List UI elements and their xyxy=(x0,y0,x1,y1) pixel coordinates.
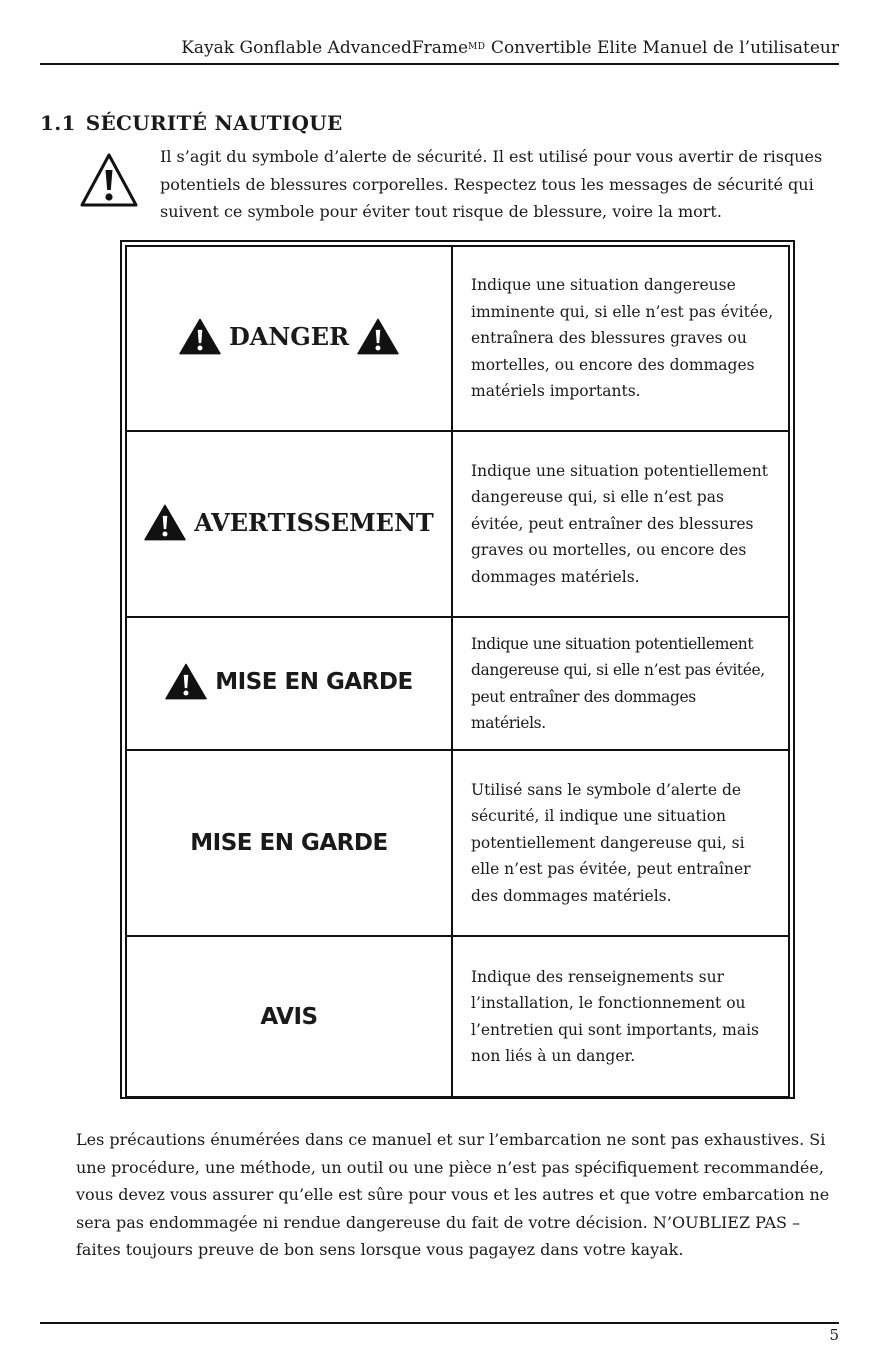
precautions-paragraph: Les précautions énumérées dans ce manuel et sur l’embarcation ne sont pas exhaustives. Si une procédure, une méthode, un outil ou une pièce n’est pas spécifiquement recommandée, vous devez vous assurer qu’elle est sûre pour vous et les autres et que votre embarcation ne sera pas endommagée ni rendue dangereuse du fait de votre décision. N’OUBLIEZ PAS – faites toujours preuve de bon sens lorsque vous pagayez dans votre kayak. xyxy=(76,1130,830,1259)
section-title: SÉCURITÉ NAUTIQUE xyxy=(85,111,343,135)
warning-triangle-icon xyxy=(165,663,207,700)
warning-triangle-icon xyxy=(179,318,221,355)
signal-word-label: MISE EN GARDE xyxy=(190,830,388,856)
signal-row-avertissement xyxy=(126,431,789,617)
safety-alert-triangle-outline-icon xyxy=(79,152,139,208)
signal-label-cell xyxy=(126,246,452,431)
section-heading xyxy=(40,111,343,135)
signal-description-cell: Indique une situation potentiellement dangereuse qui, si elle n’est pas évitée, peut entraîner des blessures graves ou mortelles, ou encore des dommages matériels. xyxy=(452,431,789,617)
section-number: 1.1 xyxy=(40,111,76,135)
signal-description-cell: Indique une situation dangereuse imminente qui, si elle n’est pas évitée, entraînera des blessures graves ou mortelles, ou encore des dommages matériels importants. xyxy=(452,246,789,431)
signal-word-label: MISE EN GARDE xyxy=(215,668,413,695)
signal-row-danger xyxy=(126,246,789,431)
footer-rule xyxy=(40,1322,839,1324)
header-title-prefix: Kayak Gonflable AdvancedFrame xyxy=(181,38,469,58)
header-trademark-superscript: MD xyxy=(468,42,486,52)
signal-row-avis xyxy=(126,936,789,1097)
safety-intro-paragraph: Il s’agit du symbole d’alerte de sécurité. Il est utilisé pour vous avertir de risques potentiels de blessures corporelles. Respectez tous les messages de sécurité qui suivent ce symbole pour éviter tout risque de blessure, voire la mort. xyxy=(160,147,823,221)
signal-word-label: AVERTISSEMENT xyxy=(194,507,434,537)
signal-words-table xyxy=(120,240,795,1099)
page-number: 5 xyxy=(829,1326,839,1344)
signal-word-label: DANGER xyxy=(228,322,350,351)
signal-description-cell: Indique une situation potentiellement dangereuse qui, si elle n’est pas évitée, peut entraîner des dommages matériels. xyxy=(452,617,789,750)
running-header xyxy=(181,38,839,58)
signal-label-cell xyxy=(126,617,452,750)
signal-description-cell: Utilisé sans le symbole d’alerte de sécurité, il indique une situation potentiellement dangereuse qui, si elle n’est pas évitée, peut entraîner des dommages matériels. xyxy=(452,750,789,936)
signal-label-cell xyxy=(126,750,452,936)
signal-label-cell xyxy=(126,936,452,1097)
signal-row-mise-en-garde xyxy=(126,750,789,936)
header-title-suffix: Convertible Elite Manuel de l’utilisateur xyxy=(485,38,839,58)
signal-description-cell: Indique des renseignements sur l’installation, le fonctionnement ou l’entretien qui sont importants, mais non liés à un danger. xyxy=(452,936,789,1097)
signal-label-cell xyxy=(126,431,452,617)
warning-triangle-icon xyxy=(357,318,399,355)
signal-row-mise-en-garde-alert xyxy=(126,617,789,750)
warning-triangle-icon xyxy=(144,504,186,541)
header-rule xyxy=(40,63,839,65)
signal-word-label: AVIS xyxy=(260,1003,318,1030)
